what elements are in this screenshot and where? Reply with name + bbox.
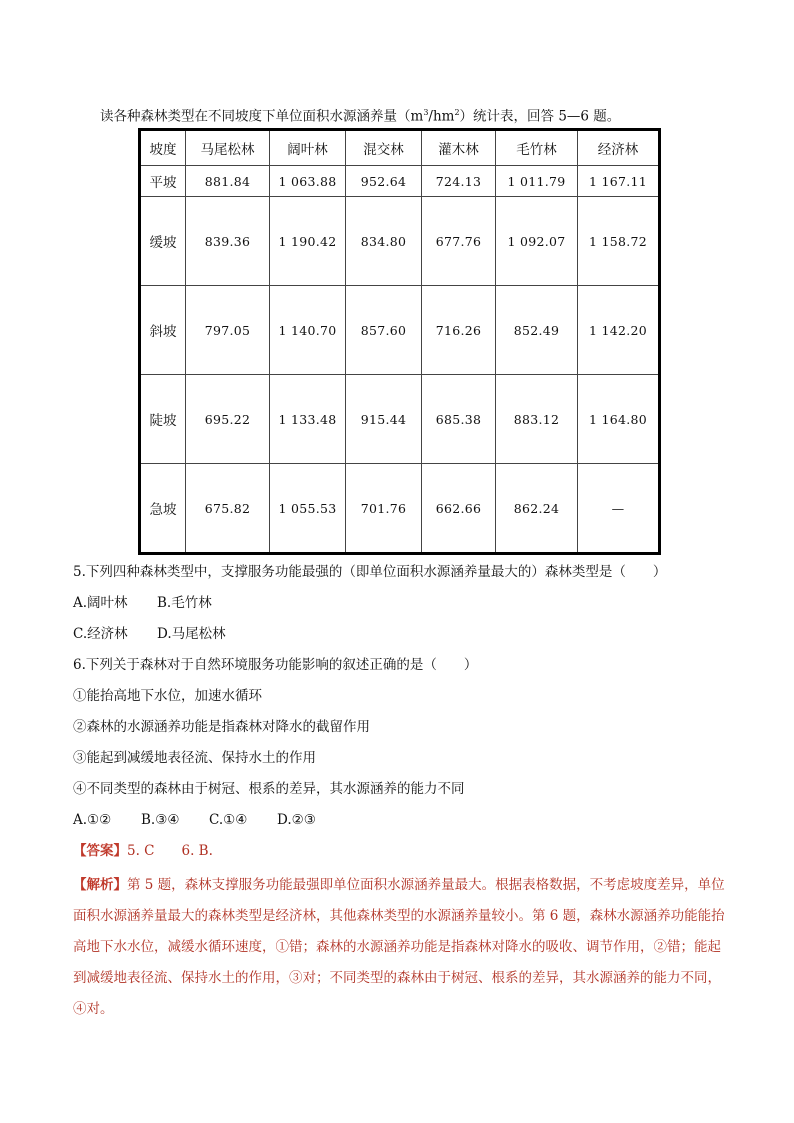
slope-cell: 陡坡 [140,375,186,464]
header-cell: 混交林 [346,130,422,166]
statement-4: ④不同类型的森林由于树冠、根系的差异，其水源涵养的能力不同 [73,781,465,797]
value-cell: 797.05 [186,286,270,375]
value-cell: 883.12 [496,375,578,464]
option-b: B.毛竹林 [157,595,212,611]
header-cell: 经济林 [578,130,660,166]
option-b: B.③④ [141,812,180,828]
question-intro [100,103,740,127]
value-cell: 1 133.48 [270,375,346,464]
answer-line [73,841,213,861]
value-cell: 724.13 [422,166,496,197]
value-cell: 1 055.53 [270,464,346,554]
header-cell: 毛竹林 [496,130,578,166]
value-cell: 915.44 [346,375,422,464]
value-cell: 1 164.80 [578,375,660,464]
value-cell: 695.22 [186,375,270,464]
analysis-text: 第 5 题，森林支撑服务功能最强即单位面积水源涵养量最大。根据表格数据，不考虑坡度差异，单位面积水源涵养量最大的森林类型是经济林，其他森林类型的水源涵养量较小。第 6 题，森林水源涵养功能能抬高地下水水位，减缓水循环速度，①错；森林的水源涵养功能是指森林对降水的吸收、调节作用，②错；能起到减缓地表径流、保持水土的作用，③对；不同类型的森林由于树冠、根系的差异，其水源涵养的能力不同，④对。 [73,877,725,1017]
value-cell: 1 092.07 [496,197,578,286]
header-cell: 马尾松林 [186,130,270,166]
value-cell: 881.84 [186,166,270,197]
option-c: C.①④ [209,812,248,828]
table-row [140,166,660,197]
statement-3: ③能起到减缓地表径流、保持水土的作用 [73,750,316,766]
answer-label: 【答案】 [73,843,127,859]
statement-2: ②森林的水源涵养功能是指森林对降水的截留作用 [73,719,370,735]
value-cell: — [578,464,660,554]
value-cell: 834.80 [346,197,422,286]
value-cell: 662.66 [422,464,496,554]
table-row [140,197,660,286]
value-cell: 1 158.72 [578,197,660,286]
value-cell: 1 063.88 [270,166,346,197]
option-d: D.②③ [277,812,316,828]
value-cell: 716.26 [422,286,496,375]
question-5-stem: 5.下列四种森林类型中，支撑服务功能最强的（即单位面积水源涵养量最大的）森林类型是（ ） [73,564,667,580]
value-cell: 1 140.70 [270,286,346,375]
value-cell: 952.64 [346,166,422,197]
value-cell: 1 011.79 [496,166,578,197]
header-cell: 阔叶林 [270,130,346,166]
slope-cell: 缓坡 [140,197,186,286]
value-cell: 852.49 [496,286,578,375]
question-5-options-row-1 [73,593,212,613]
intro-sup-2: 2 [454,108,460,117]
intro-text-c: ）统计表，回答 5—6 题。 [459,108,621,125]
question-6-stem: 6.下列关于森林对于自然环境服务功能影响的叙述正确的是（ ） [73,657,478,673]
value-cell: 839.36 [186,197,270,286]
header-cell: 灌木林 [422,130,496,166]
value-cell: 677.76 [422,197,496,286]
statement-1: ①能抬高地下水位，加速水循环 [73,688,262,704]
intro-text-a: 读各种森林类型在不同坡度下单位面积水源涵养量（m [100,108,424,125]
value-cell: 857.60 [346,286,422,375]
water-conservation-table [138,128,661,555]
table-row [140,286,660,375]
value-cell: 701.76 [346,464,422,554]
option-d: D.马尾松林 [157,626,226,642]
answer-text: 5. C 6. B. [127,843,213,859]
intro-text-b: /hm [428,108,455,125]
value-cell: 675.82 [186,464,270,554]
question-5-options-row-2 [73,624,226,644]
table-row [140,464,660,554]
slope-cell: 斜坡 [140,286,186,375]
option-a: A.阔叶林 [73,595,128,611]
slope-cell: 平坡 [140,166,186,197]
intro-sup-1: 3 [423,108,429,117]
slope-cell: 急坡 [140,464,186,554]
value-cell: 1 190.42 [270,197,346,286]
value-cell: 862.24 [496,464,578,554]
header-cell: 坡度 [140,130,186,166]
value-cell: 1 167.11 [578,166,660,197]
question-6-options [73,810,316,830]
analysis-label: 【解析】 [73,877,127,893]
table-row [140,375,660,464]
analysis-block [73,870,728,1025]
option-a: A.①② [73,812,112,828]
value-cell: 1 142.20 [578,286,660,375]
option-c: C.经济林 [73,626,128,642]
table-header-row [140,130,660,166]
value-cell: 685.38 [422,375,496,464]
